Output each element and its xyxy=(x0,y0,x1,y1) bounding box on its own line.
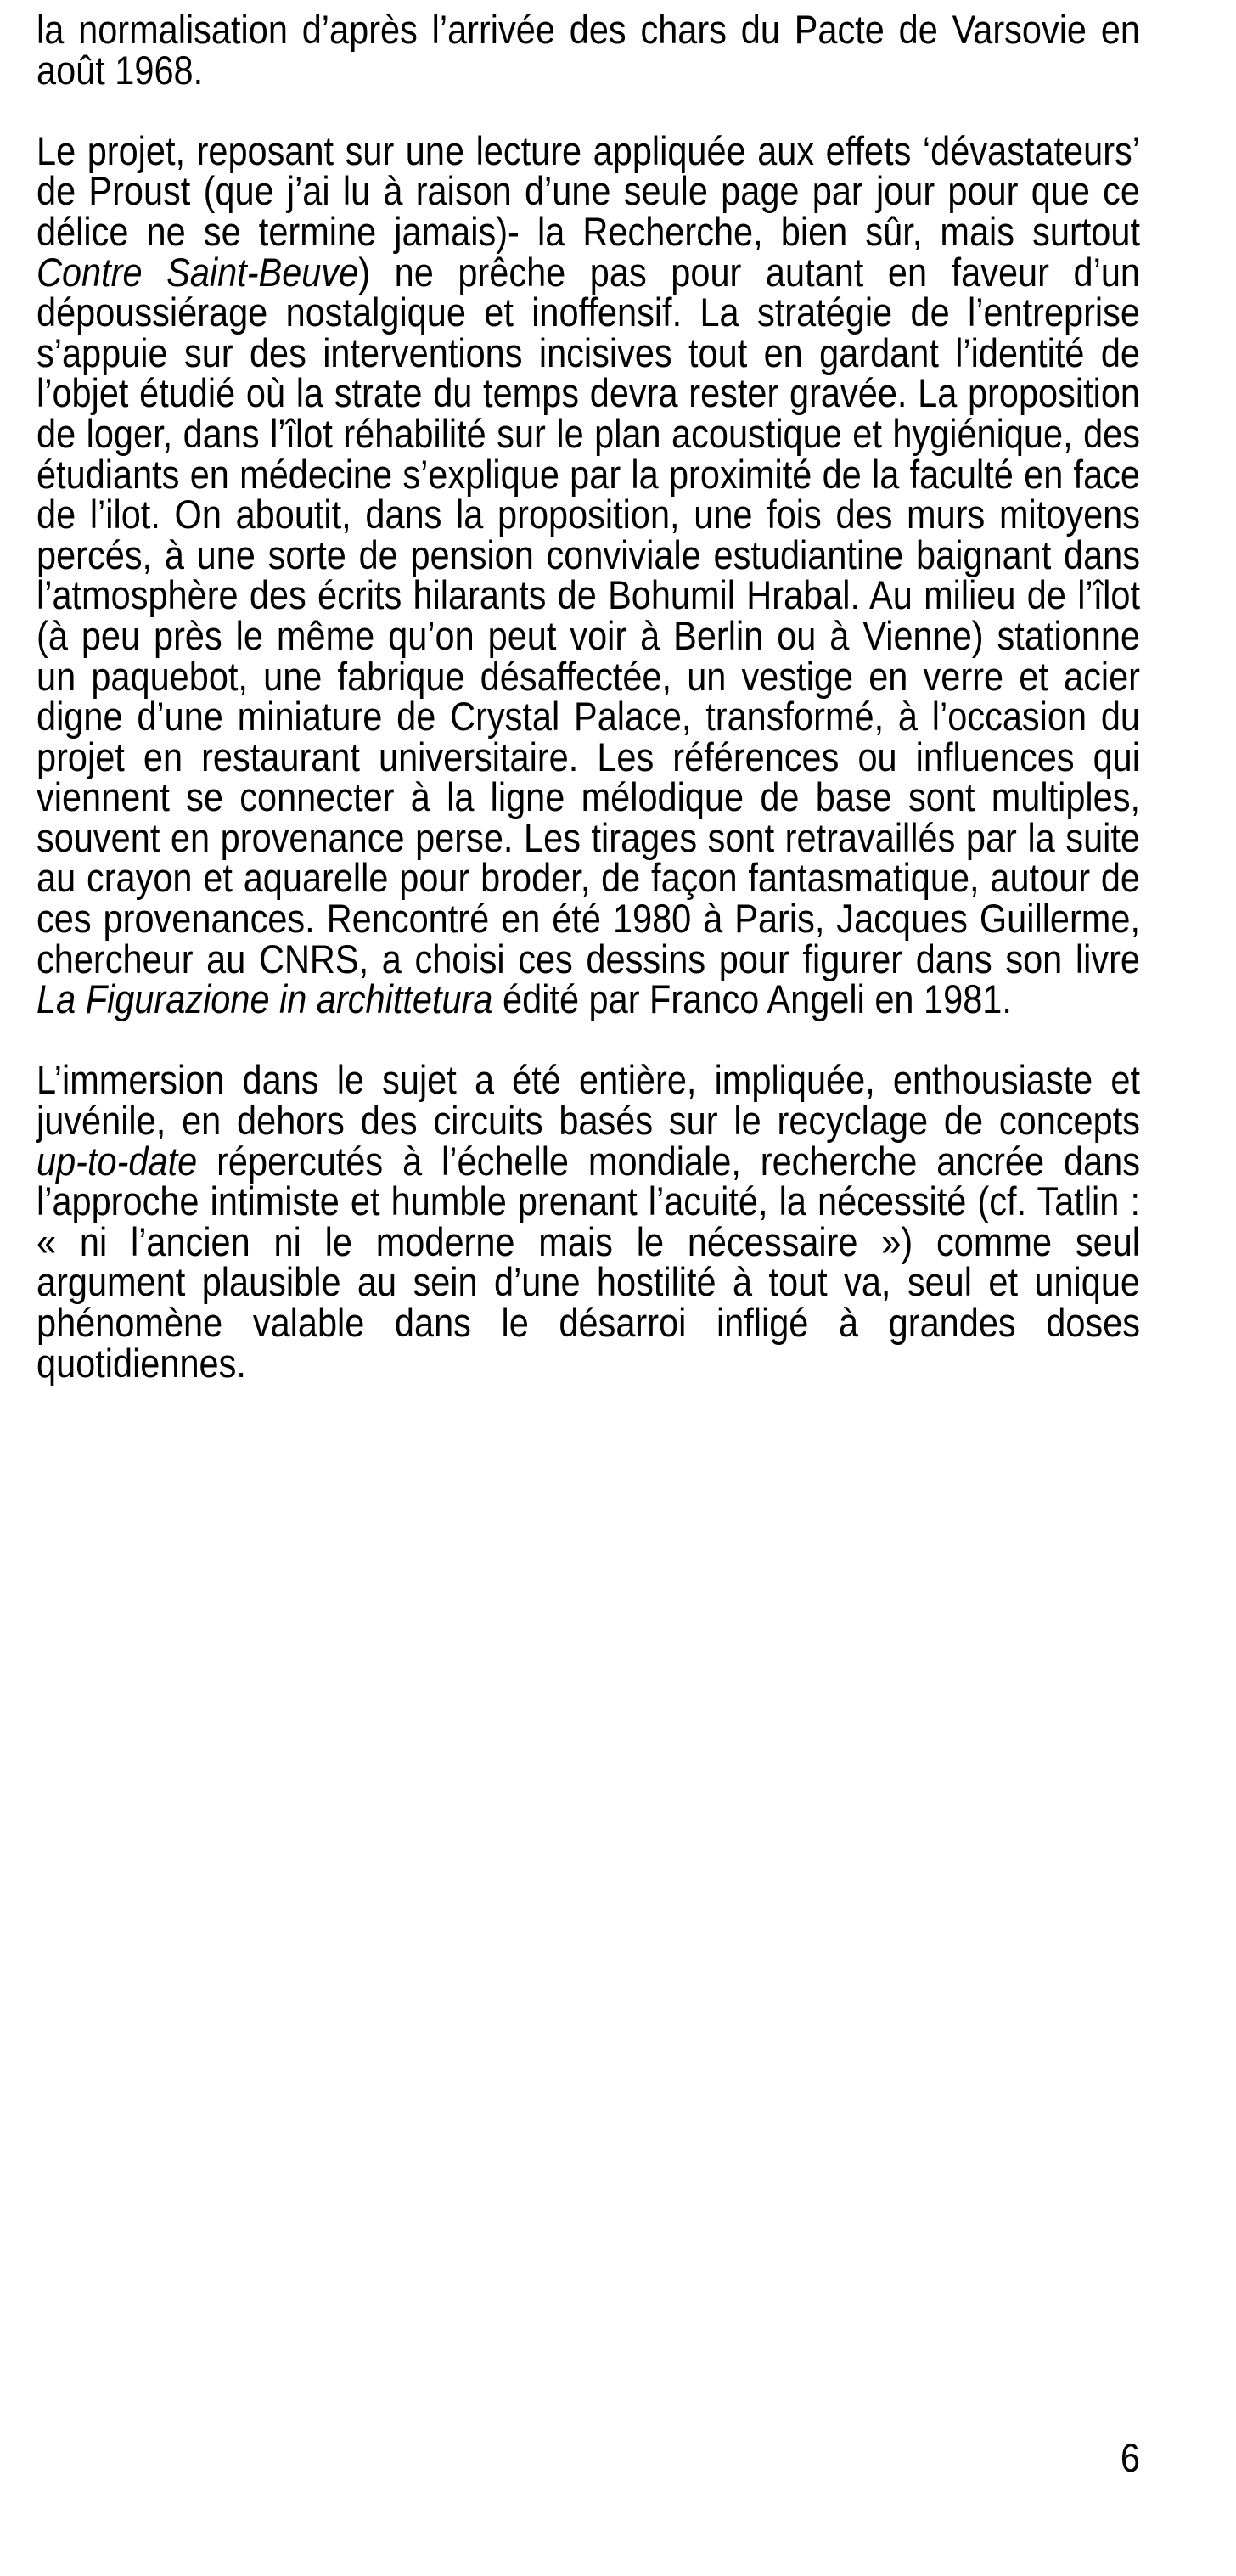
text-line: étudiants en médecine s’explique par la proximité de la faculté en face xyxy=(37,451,1140,497)
text-line: projet en restaurant universitaire. Les références ou influences qui xyxy=(37,734,1140,779)
italic-text-segment: Contre Saint-Beuve xyxy=(37,249,359,295)
text-line: juvénile, en dehors des circuits basés sur le recyclage de concepts xyxy=(37,1098,1140,1144)
paragraph xyxy=(37,7,1140,93)
paragraph xyxy=(37,127,1140,1022)
text-line: chercheur au CNRS, a choisi ces dessins pour figurer dans son livre xyxy=(37,936,1140,981)
page-number: 6 xyxy=(1120,2435,1140,2481)
italic-text-segment: La Figurazione in archittetura xyxy=(37,976,493,1022)
text-line: L’immersion dans le sujet a été entière, impliquée, enthousiaste et xyxy=(37,1057,1140,1103)
text-line xyxy=(37,1139,1140,1184)
text-line: de l’ilot. On aboutit, dans la proposition, une fois des murs mitoyens xyxy=(37,492,1140,537)
text-line: de loger, dans l’îlot réhabilité sur le plan acoustique et hygiénique, des xyxy=(37,410,1140,457)
text-line: dépoussiérage nostalgique et inoffensif. La stratégie de l’entreprise xyxy=(37,290,1140,335)
text-line: « ni l’ancien ni le moderne mais le nécessaire ») comme seul xyxy=(37,1218,1140,1264)
text-line: (à peu près le même qu’on peut voir à Berlin ou à Vienne) stationne xyxy=(37,612,1140,659)
paragraph xyxy=(37,1057,1140,1386)
text-line: ces provenances. Rencontré en été 1980 à Paris, Jacques Guillerme, xyxy=(37,896,1140,942)
text-segment: ) ne prêche pas pour autant en faveur d’un xyxy=(358,249,1140,295)
text-line: l’atmosphère des écrits hilarants de Bohumil Hrabal. Au milieu de l’îlot xyxy=(37,572,1140,618)
text-line: percés, à une sorte de pension conviviale estudiantine baignant dans xyxy=(37,532,1140,577)
text-line: l’approche intimiste et humble prenant l’acuité, la nécessité (cf. Tatlin : xyxy=(37,1178,1140,1224)
text-line: s’appuie sur des interventions incisives tout en gardant l’identité de xyxy=(37,329,1140,375)
text-line: au crayon et aquarelle pour broder, de façon fantasmatique, autour de xyxy=(37,855,1140,901)
text-line: digne d’une miniature de Crystal Palace, transformé, à l’occasion du xyxy=(37,694,1140,740)
italic-text-segment: up-to-date xyxy=(37,1138,198,1184)
text-line: août 1968. xyxy=(37,47,204,93)
text-line: délice ne se termine jamais)- la Recherche, bien sûr, mais surtout xyxy=(37,208,1140,255)
text-line: souvent en provenance perse. Les tirages sont retravaillés par la suite xyxy=(37,814,1140,860)
text-line: la normalisation d’après l’arrivée des chars du Pacte de Varsovie en xyxy=(37,7,1140,53)
text-line: l’objet étudié où la strate du temps devra rester gravée. La proposition xyxy=(37,370,1140,416)
text-line: quotidiennes. xyxy=(37,1340,246,1386)
text-block xyxy=(37,7,1140,1386)
text-line: phénomène valable dans le désarroi infligé à grandes doses xyxy=(37,1300,1140,1346)
text-line: un paquebot, une fabrique désaffectée, un vestige en verre et acier xyxy=(37,653,1140,699)
text-line: Le projet, reposant sur une lecture appliquée aux effets ‘dévastateurs’ xyxy=(37,127,1140,173)
text-line: argument plausible au sein d’une hostilité à tout va, seul et unique xyxy=(37,1259,1140,1305)
text-line: viennent se connecter à la ligne mélodique de base sont multiples, xyxy=(37,774,1140,820)
text-segment: répercutés à l’échelle mondiale, recherche ancrée dans xyxy=(197,1138,1140,1184)
text-line xyxy=(37,250,1140,295)
text-line xyxy=(37,976,1140,1022)
text-line: de Proust (que j’ai lu à raison d’une seule page par jour pour que ce xyxy=(37,168,1140,214)
text-segment: édité par Franco Angeli en 1981. xyxy=(492,976,1012,1022)
